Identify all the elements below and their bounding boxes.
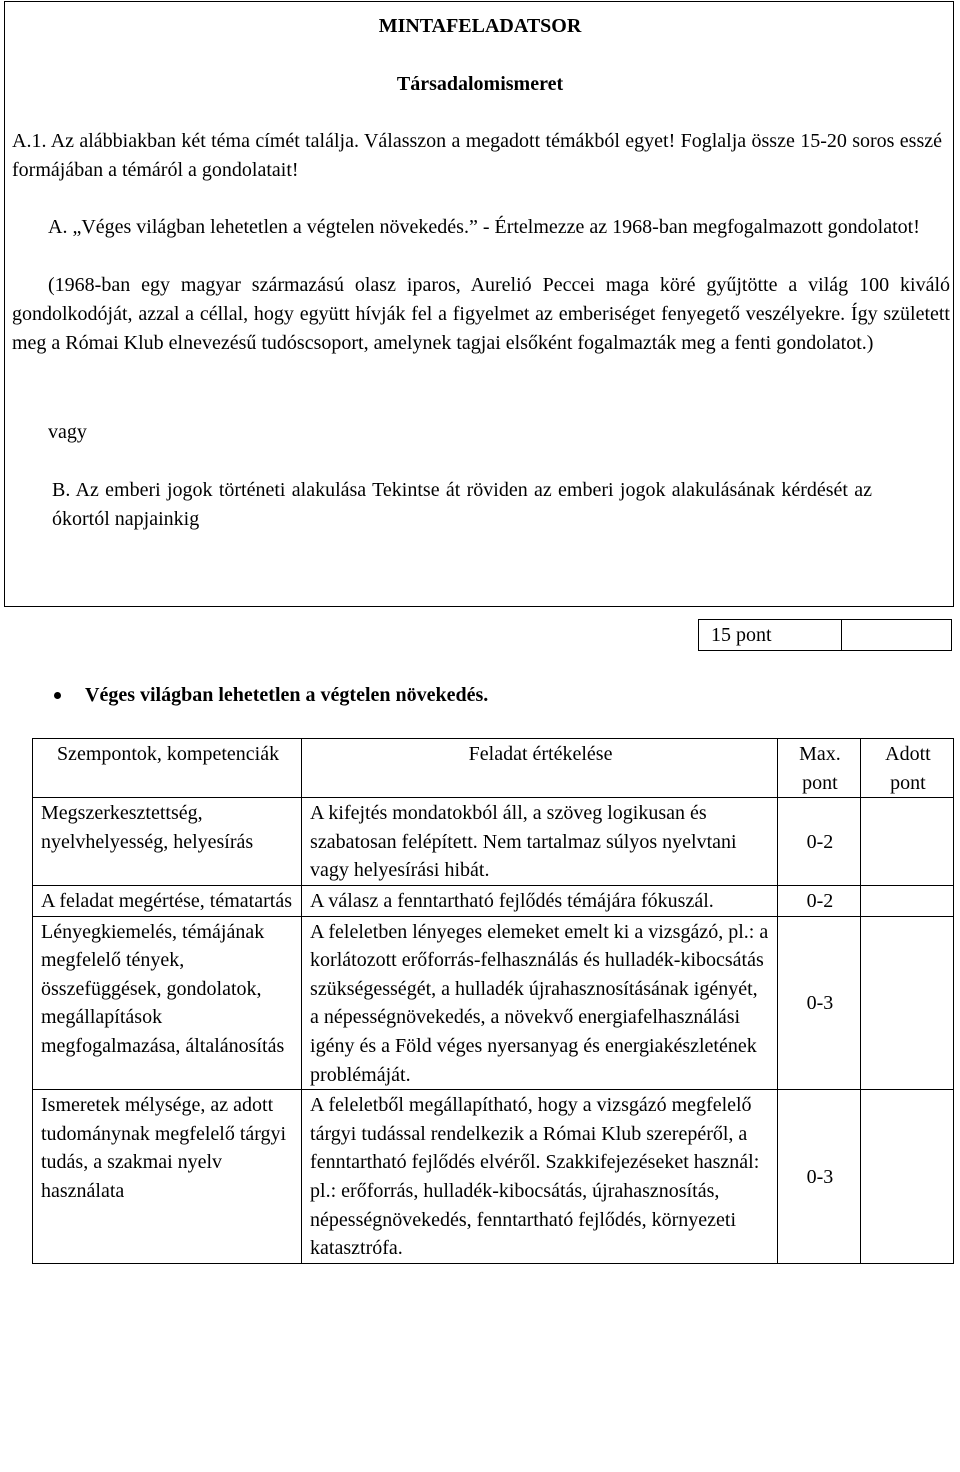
description-cell: A feleletből megállapítható, hogy a vizsgázó megfelelő tárgyi tudással rendelkezik a Római Klub szerepéről, a fenntartható fejlődés elvéről. Szakkifejezéseket használ: pl.: erőforrás, hulladék-kibocsátás, újrahasznosítás, népességnövekedés, fenntartható fejlődés, környezeti katasztrófa. — [302, 1090, 778, 1264]
given-points-cell[interactable] — [860, 916, 953, 1090]
given-points-cell[interactable] — [860, 885, 953, 916]
description-cell: A kifejtés mondatokból áll, a szöveg logikusan és szabatosan felépített. Nem tartalmaz súlyos nyelvtani vagy helyesírási hibát. — [302, 798, 778, 886]
given-points-cell[interactable] — [860, 798, 953, 886]
bullet-icon — [54, 692, 61, 699]
or-label: vagy — [48, 421, 87, 443]
max-points-cell: 0-2 — [778, 798, 861, 886]
rubric-table — [32, 738, 954, 1264]
topic-b: B. Az emberi jogok történeti alakulása Tekintse át röviden az emberi jogok alakulásának kérdését az ókortól napjainkig — [52, 479, 872, 530]
header-evaluation: Feladat értékelése — [302, 739, 778, 798]
header-max-points: Max. pont — [778, 739, 861, 798]
max-points-cell: 0-3 — [778, 916, 861, 1090]
header-criteria: Szempontok, kompetenciák — [33, 739, 302, 798]
table-row — [33, 1090, 954, 1264]
max-points-cell: 0-2 — [778, 885, 861, 916]
description-cell: A válasz a fenntartható fejlődés témájára fókuszál. — [302, 885, 778, 916]
header-given-points: Adott pont — [860, 739, 953, 798]
score-label: 15 pont — [699, 620, 842, 650]
table-row — [33, 798, 954, 886]
given-points-cell[interactable] — [860, 1090, 953, 1264]
task-instruction: A.1. Az alábbiakban két téma címét találja. Válasszon a megadott témákból egyet! Foglalja össze 15-20 soros esszé formájában a témáról a gondolatait! — [12, 130, 942, 181]
criterion-cell: A feladat megértése, tématartás — [33, 885, 302, 916]
subject-title: Társadalomismeret — [396, 73, 564, 95]
criterion-cell: Megszerkesztettség, nyelvhelyesség, helyesírás — [33, 798, 302, 886]
table-row — [33, 885, 954, 916]
rubric-header-row — [33, 739, 954, 798]
criterion-cell: Ismeretek mélysége, az adott tudománynak megfelelő tárgyi tudás, a szakmai nyelv használata — [33, 1090, 302, 1264]
max-points-cell: 0-3 — [778, 1090, 861, 1264]
topic-a: A. „Véges világban lehetetlen a végtelen növekedés.” - Értelmezze az 1968-ban megfogalmazott gondolatot! — [48, 216, 920, 238]
document-title: MINTAFELADATSOR — [378, 15, 582, 37]
score-box — [698, 619, 952, 651]
description-cell: A feleletben lényeges elemeket emelt ki a vizsgázó, pl.: a korlátozott erőforrás-felhasználás és hulladék-kibocsátás szükségességét, a hulladék újrahasznosításának igényét, a népességnövekedés, a növekvő energiafelhasználási igény és a Föld véges nyersanyag és energiakészletének problémáját. — [302, 916, 778, 1090]
selected-topic-title: Véges világban lehetetlen a végtelen növekedés. — [85, 684, 489, 706]
score-field[interactable] — [842, 620, 951, 650]
criterion-cell: Lényegkiemelés, témájának megfelelő tények, összefüggések, gondolatok, megállapítások megfogalmazása, általánosítás — [33, 916, 302, 1090]
topic-a-note: (1968-ban egy magyar származású olasz iparos, Aurelió Peccei maga köré gyűjtötte a világ 100 kiváló gondolkodóját, azzal a céllal, hogy együtt hívják fel a figyelmet az emberiséget fenyegető veszélyekre. Így született meg a Római Klub elnevezésű tudóscsoport, amelynek tagjai elsőként fogalmazták meg a fenti gondolatot.) — [12, 274, 950, 354]
table-row — [33, 916, 954, 1090]
selected-topic-bullet — [54, 681, 488, 710]
